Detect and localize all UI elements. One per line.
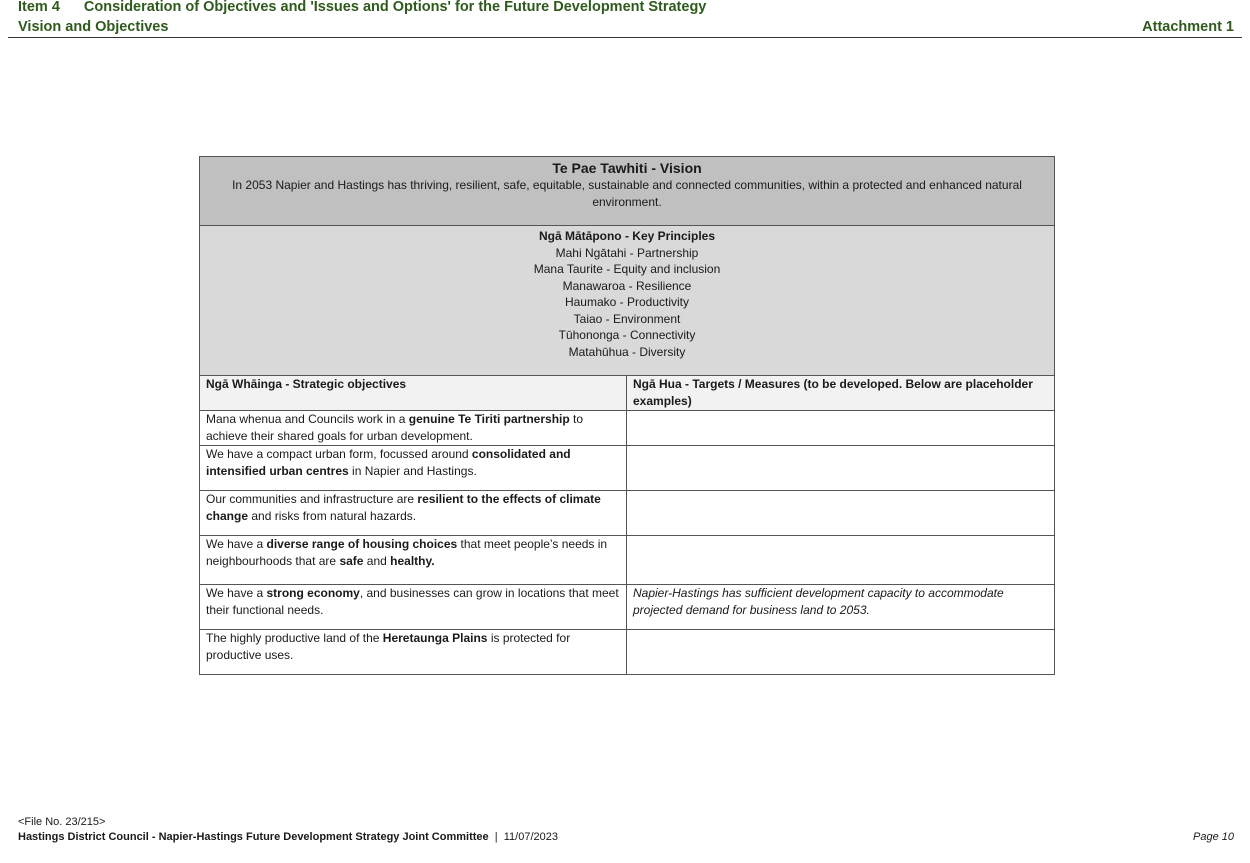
objective-emphasis: resilient to the effects of climate change [206,492,601,523]
objective-text: Our communities and infrastructure are [206,492,418,506]
principle-item: Taiao - Environment [573,311,681,326]
target-cell [627,491,1055,536]
vision-objectives-table [199,156,1055,675]
vision-row [200,157,1055,226]
principles-title: Ngā Mātāpono - Key Principles [538,229,716,243]
table-row [200,630,1055,675]
vision-text: In 2053 Napier and Hastings has thriving, resilient, safe, equitable, sustainable and connected communities, within a protected and enhanced natural environment. [232,178,1022,209]
objective-text: to achieve their shared goals for urban development. [206,412,584,443]
principle-item: Haumako - Productivity [564,295,690,309]
objectives-column-header: Ngā Whāinga - Strategic objectives [200,376,627,411]
objective-text: in Napier and Hastings. [348,464,477,478]
header-divider [8,37,1242,38]
target-cell: Napier-Hastings has sufficient development capacity to accommodate projected demand for business land to 2053. [627,585,1055,630]
objective-text: We have a [206,537,267,551]
objective-text: The highly productive land of the [206,631,383,645]
vision-title: Te Pae Tawhiti - Vision [552,160,702,176]
principle-item: Mahi Ngātahi - Partnership [555,245,699,260]
target-cell [627,630,1055,675]
item-title: Consideration of Objectives and 'Issues and Options' for the Future Development Strategy [83,0,707,15]
footer-council-line [18,830,558,844]
file-number: <File No. 23/215> [18,816,106,828]
objective-text: Mana whenua and Councils work in a [206,412,409,426]
objective-cell [200,536,627,585]
objective-emphasis: healthy. [390,554,435,568]
target-cell [627,446,1055,491]
objective-text: We have a [206,586,267,600]
objective-text: and [363,554,391,568]
targets-column-header: Ngā Hua - Targets / Measures (to be developed. Below are placeholder examples) [627,376,1055,411]
principle-item: Manawaroa - Resilience [562,278,692,293]
page-number: Page 10 [1193,831,1234,843]
section-heading: Vision and Objectives [18,19,169,35]
objective-cell [200,411,627,446]
meeting-date: 11/07/2023 [503,831,558,843]
objective-emphasis: genuine Te Tiriti partnership [408,412,570,426]
vision-cell [200,157,1055,226]
committee-name: Hastings District Council - Napier-Hastings Future Development Strategy Joint Committee [18,831,489,843]
table-row [200,536,1055,585]
objective-emphasis: consolidated and intensified urban centres [206,447,571,478]
objective-cell [200,491,627,536]
objective-text: that meet people’s needs in neighbourhoods that are [206,537,608,568]
objective-emphasis: Heretaunga Plains [382,631,488,645]
agenda-item-heading [18,0,706,16]
objective-cell [200,585,627,630]
objective-emphasis: diverse range of housing choices [266,537,458,551]
item-label: Item 4 [18,0,60,15]
objective-cell [200,446,627,491]
table-row [200,411,1055,446]
objective-emphasis: strong economy [266,586,360,600]
principles-row [200,226,1055,376]
attachment-label: Attachment 1 [1142,19,1234,35]
table-row [200,446,1055,491]
footer-separator: | [494,831,498,843]
table-row [200,491,1055,536]
table-row [200,585,1055,630]
target-cell [627,536,1055,585]
principle-item: Mana Taurite - Equity and inclusion [533,262,721,276]
target-cell [627,411,1055,446]
principle-item: Matahūhua - Diversity [568,344,686,359]
objective-cell [200,630,627,675]
objective-text: and risks from natural hazards. [248,509,417,523]
objective-text: , and businesses can grow in locations that meet their functional needs. [206,586,619,617]
principles-cell [200,226,1055,376]
objective-text: is protected for productive uses. [206,631,571,662]
objective-text: We have a compact urban form, focussed around [206,447,472,461]
objective-emphasis: safe [339,554,364,568]
column-header-row [200,376,1055,411]
principle-item: Tūhononga - Connectivity [558,328,696,342]
